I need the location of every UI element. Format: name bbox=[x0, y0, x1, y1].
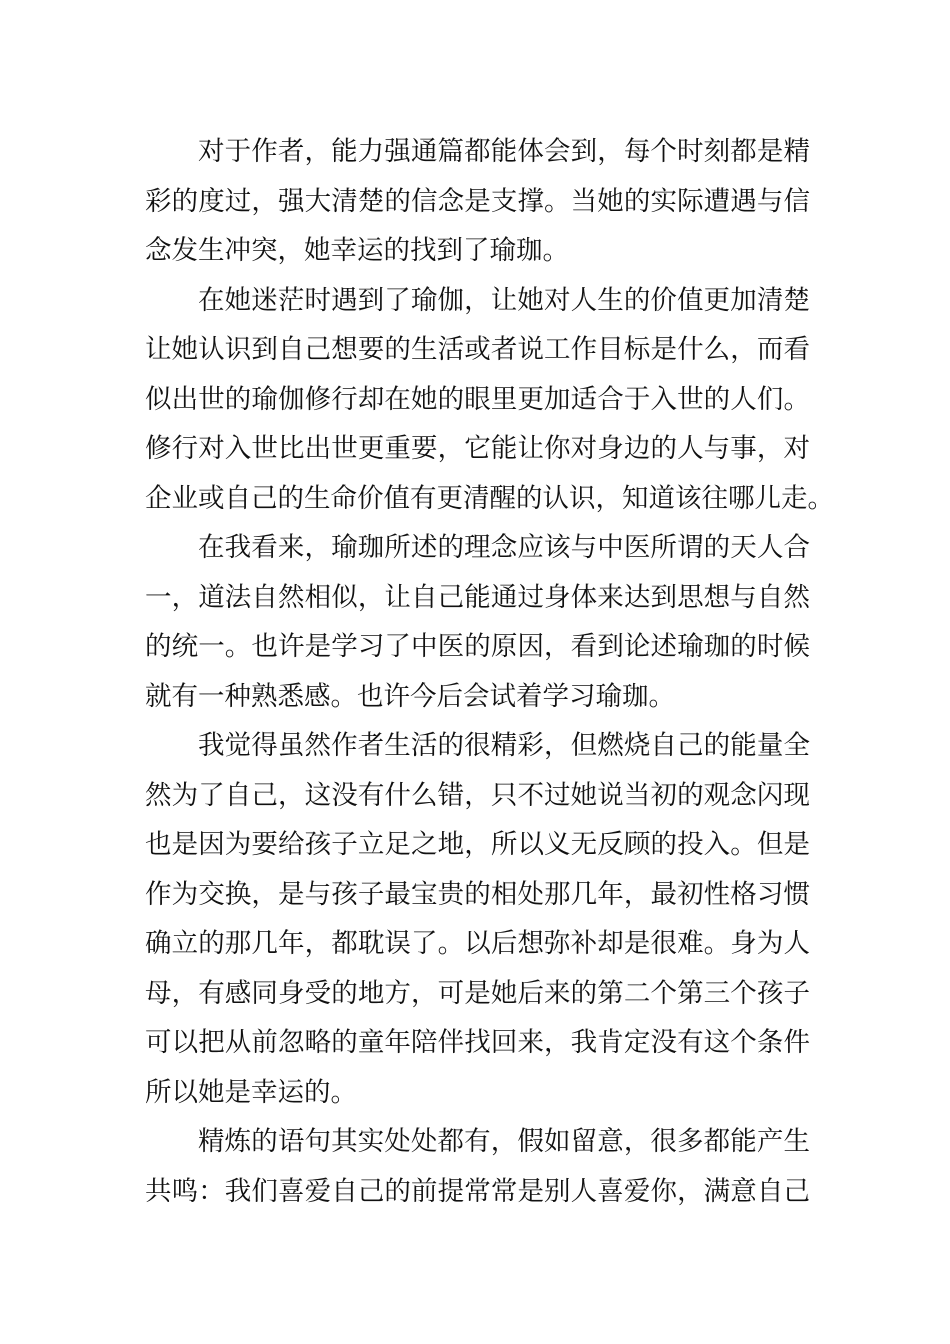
text-line: 让她认识到自己想要的生活或者说工作目标是什么，而看 bbox=[145, 334, 810, 365]
text-line: 彩的度过，强大清楚的信念是支撑。当她的实际遭遇与信 bbox=[145, 185, 810, 217]
text-line: 所以她是幸运的。 bbox=[145, 1076, 357, 1108]
text-line: 修行对入世比出世更重要，它能让你对身边的人与事，对 bbox=[145, 433, 810, 464]
text-line: 就有一种熟悉感。也许今后会试着学习瑜珈。 bbox=[145, 680, 675, 712]
text-line: 在我看来，瑜珈所述的理念应该与中医所谓的天人合 bbox=[198, 532, 810, 563]
text-line: 可以把从前忽略的童年陪伴找回来，我肯定没有这个条件 bbox=[145, 1027, 810, 1058]
text-line: 也是因为要给孩子立足之地，所以义无反顾的投入。但是 bbox=[145, 829, 810, 860]
text-line: 似出世的瑜伽修行却在她的眼里更加适合于入世的人们。 bbox=[145, 383, 810, 415]
text-line: 然为了自己，这没有什么错，只不过她说当初的观念闪现 bbox=[145, 779, 810, 811]
paragraph-4 bbox=[145, 721, 810, 1117]
text-line: 一，道法自然相似，让自己能通过身体来达到思想与自然 bbox=[145, 581, 810, 613]
document-body bbox=[145, 127, 834, 1216]
text-line: 念发生冲突，她幸运的找到了瑜珈。 bbox=[145, 235, 569, 266]
text-line: 对于作者，能力强通篇都能体会到，每个时刻都是精 bbox=[198, 136, 810, 167]
text-line: 企业或自己的生命价值有更清醒的认识，知道该往哪儿走。 bbox=[145, 482, 834, 514]
text-line: 在她迷茫时遇到了瑜伽，让她对人生的价值更加清楚 bbox=[198, 284, 810, 316]
text-line: 精炼的语句其实处处都有，假如留意，很多都能产生 bbox=[198, 1126, 810, 1157]
paragraph-1 bbox=[145, 127, 810, 276]
paragraph-5 bbox=[145, 1117, 810, 1216]
text-line: 的统一。也许是学习了中医的原因，看到论述瑜珈的时候 bbox=[145, 631, 810, 662]
text-line: 母，有感同身受的地方，可是她后来的第二个第三个孩子 bbox=[145, 977, 810, 1009]
text-line: 作为交换，是与孩子最宝贵的相处那几年，最初性格习惯 bbox=[145, 878, 810, 910]
text-line: 共鸣：我们喜爱自己的前提常常是别人喜爱你，满意自己 bbox=[145, 1175, 810, 1207]
paragraph-3 bbox=[145, 523, 810, 721]
text-line: 我觉得虽然作者生活的很精彩，但燃烧自己的能量全 bbox=[198, 730, 810, 761]
paragraph-2 bbox=[145, 276, 834, 524]
text-line: 确立的那几年，都耽误了。以后想弥补却是很难。身为人 bbox=[145, 928, 810, 959]
